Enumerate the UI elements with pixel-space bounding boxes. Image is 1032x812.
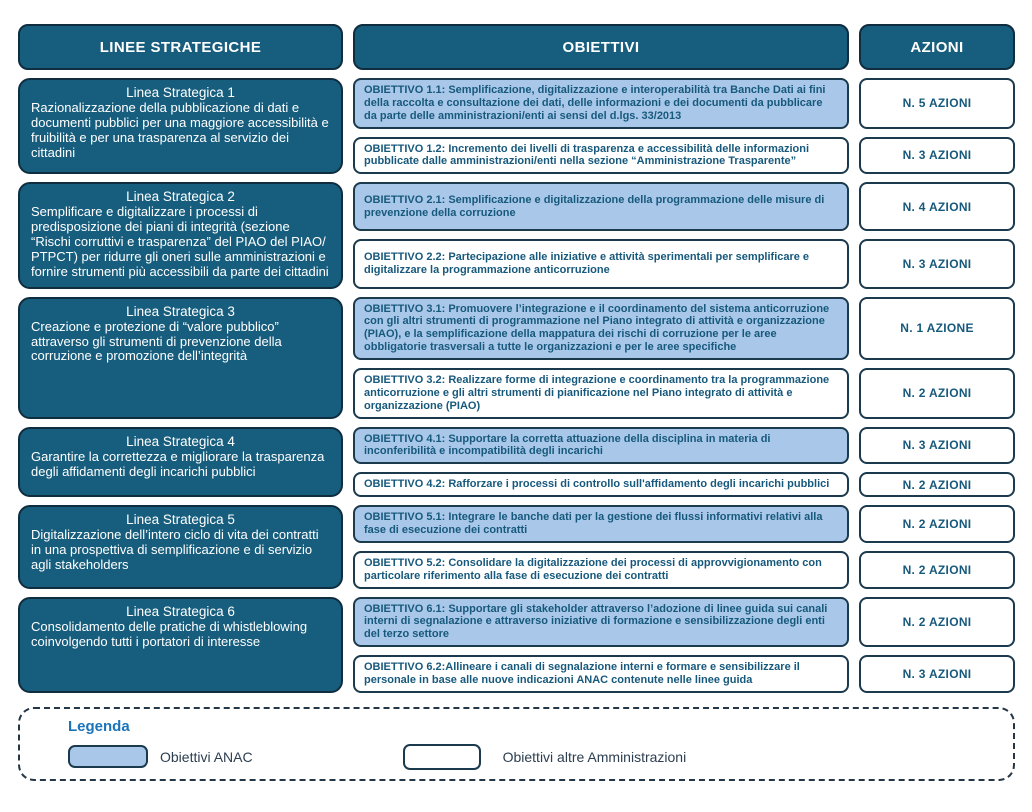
header-obiettivi [353, 24, 849, 70]
azioni-2-2 [859, 239, 1015, 288]
obiettivo-6-2 [353, 655, 849, 693]
legend-title: Legenda [68, 717, 130, 735]
azioni-3-2 [859, 368, 1015, 419]
obiettivo-5-2-label: OBIETTIVO 5.2: Consolidare la digitalizzazione dei processi di approvvigionamento con particolare riferimento alla fase di esecuzione dei contratti [364, 556, 822, 582]
obiettivo-3-1-label: OBIETTIVO 3.1: Promuovere l’integrazione e il coordinamento del sistema anticorruzione con gli altri strumenti di programmazione nel Piano integrato di attività e organizzazione (PIAO), e la semplificazione della mappatura dei rischi di corruzione per le aree obbligatorie trasversali a tutte le organizzazioni e per le aree specifiche [364, 302, 830, 354]
obiettivo-3-2-label: OBIETTIVO 3.2: Realizzare forme di integrazione e coordinamento tra la programmazione anticorruzione e gli altri strumenti di pianificazione nel Piano integrato di attività e organizzazione (PIAO) [364, 373, 830, 412]
linea-1-text: Razionalizzazione della pubblicazione di dati e documenti pubblici per una maggiore accessibilità e fruibilità e per una trasparenza al servizio dei cittadini [31, 100, 329, 160]
azioni-4-2 [859, 472, 1015, 497]
azioni-3-1 [859, 297, 1015, 360]
obiettivo-1-1-label: OBIETTIVO 1.1: Semplificazione, digitalizzazione e interoperabilità tra Banche Dati ai fini della raccolta e consultazione dei dati, delle informazioni e dei documenti da pubblicare da parte delle amministrazioni/enti ai sensi del d.lgs. 33/2013 [364, 84, 826, 122]
azioni-4-1-label: N. 3 AZIONI [902, 438, 972, 453]
azioni-6-1-label: N. 2 AZIONI [902, 614, 972, 629]
linea-6-title: Linea Strategica 6 [126, 603, 235, 619]
linea-strategica-6 [18, 597, 343, 693]
azioni-2-1 [859, 182, 1015, 231]
obiettivo-3-1 [353, 297, 849, 360]
header-obiettivi-label: OBIETTIVI [562, 38, 640, 56]
legend-altre-label: Obiettivi altre Amministrazioni [502, 748, 687, 765]
obiettivo-4-1-label: OBIETTIVO 4.1: Supportare la corretta attuazione della disciplina in materia di inconferibilità e incompatibilità degli incarichi [364, 432, 771, 458]
obiettivo-1-2 [353, 137, 849, 175]
obiettivo-6-2-label: OBIETTIVO 6.2:Allineare i canali di segnalazione interni e formare e sensibilizzare il personale in base alle nuove indicazioni ANAC contenute nelle linee guida [364, 661, 800, 687]
obiettivo-5-1 [353, 505, 849, 543]
linea-6-text: Consolidamento delle pratiche di whistleblowing coinvolgendo tutti i portatori di interesse [31, 618, 308, 649]
obiettivo-5-1-label: OBIETTIVO 5.1: Integrare le banche dati per la gestione dei flussi informativi relativi alla fase di esecuzione dei contratti [364, 511, 823, 536]
linea-3-text: Creazione e protezione di “valore pubblico” attraverso gli strumenti di prevenzione della corruzione e promozione dell’integrità [31, 318, 282, 364]
linea-strategica-1 [18, 78, 343, 174]
linea-strategica-2 [18, 182, 343, 288]
header-linee-strategiche [18, 24, 343, 70]
header-linee-label: LINEE STRATEGICHE [99, 38, 262, 56]
azioni-1-1-label: N. 5 AZIONI [902, 96, 972, 111]
azioni-1-2 [859, 137, 1015, 175]
azioni-1-1 [859, 78, 1015, 129]
legend-anac-label: Obiettivi ANAC [160, 748, 253, 765]
obiettivo-2-2 [353, 239, 849, 288]
obiettivo-2-2-label: OBIETTIVO 2.2: Partecipazione alle iniziative e attività sperimentali per semplificare e digitalizzare la programmazione anticorruzione [364, 251, 810, 276]
azioni-2-1-label: N. 4 AZIONI [902, 199, 972, 214]
obiettivo-4-2-label: OBIETTIVO 4.2: Rafforzare i processi di controllo sull'affidamento degli incarichi pubblici [364, 478, 830, 491]
azioni-6-1 [859, 597, 1015, 648]
linea-2-text: Semplificare e digitalizzare i processi di predisposizione dei piani di integrità (sezione “Rischi corruttivi e trasparenza” del PIAO del PIAO/ PTPCT) per ridurre gli oneri sulle amministrazioni e fornire strumenti più accessibili da parte dei cittadini [31, 204, 329, 279]
azioni-5-2-label: N. 2 AZIONI [902, 562, 972, 577]
azioni-6-2 [859, 655, 1015, 693]
azioni-5-1 [859, 505, 1015, 543]
linea-5-title: Linea Strategica 5 [126, 512, 235, 528]
linea-strategica-3 [18, 297, 343, 419]
legend-altre-swatch [403, 744, 481, 770]
obiettivo-1-1 [353, 78, 849, 129]
strategy-diagram [18, 24, 1015, 693]
azioni-4-2-label: N. 2 AZIONI [902, 477, 972, 492]
obiettivo-2-1 [353, 182, 849, 231]
azioni-5-2 [859, 551, 1015, 589]
azioni-6-2-label: N. 3 AZIONI [902, 667, 972, 682]
azioni-3-1-label: N. 1 AZIONE [900, 321, 974, 336]
azioni-5-1-label: N. 2 AZIONI [902, 517, 972, 531]
header-azioni [859, 24, 1015, 70]
azioni-3-2-label: N. 2 AZIONI [902, 386, 972, 401]
azioni-1-2-label: N. 3 AZIONI [902, 148, 972, 163]
linea-4-title: Linea Strategica 4 [126, 433, 235, 449]
azioni-4-1 [859, 427, 1015, 465]
linea-1-title: Linea Strategica 1 [126, 85, 235, 100]
obiettivo-3-2 [353, 368, 849, 419]
linea-3-title: Linea Strategica 3 [126, 303, 235, 319]
linea-5-text: Digitalizzazione dell’intero ciclo di vita dei contratti in una prospettiva di semplificazione e di servizio agli stakeholders [31, 527, 319, 572]
legend-anac-swatch [68, 745, 148, 768]
obiettivo-6-1 [353, 597, 849, 648]
obiettivo-5-2 [353, 551, 849, 589]
legend [18, 707, 1015, 781]
obiettivo-4-1 [353, 427, 849, 465]
azioni-2-2-label: N. 3 AZIONI [902, 256, 972, 271]
obiettivo-6-1-label: OBIETTIVO 6.1: Supportare gli stakeholder attraverso l’adozione di linee guida sui canali interni di segnalazione e attraverso iniziative di formazione e sensibilizzazione degli enti del terzo settore [364, 602, 828, 641]
linea-strategica-4 [18, 427, 343, 498]
header-azioni-label: AZIONI [910, 38, 964, 56]
obiettivo-1-2-label: OBIETTIVO 1.2: Incremento dei livelli di trasparenza e accessibilità delle informazioni pubblicate dalle amministrazioni/enti nella sezione “Amministrazione Trasparente” [364, 142, 810, 168]
obiettivo-2-1-label: OBIETTIVO 2.1: Semplificazione e digitalizzazione della programmazione delle misure di prevenzione della corruzione [364, 194, 825, 219]
linea-strategica-5 [18, 505, 343, 588]
linea-2-title: Linea Strategica 2 [126, 189, 235, 205]
obiettivo-4-2 [353, 472, 849, 497]
linea-4-text: Garantire la correttezza e migliorare la trasparenza degli affidamenti degli incarichi pubblici [31, 448, 325, 479]
